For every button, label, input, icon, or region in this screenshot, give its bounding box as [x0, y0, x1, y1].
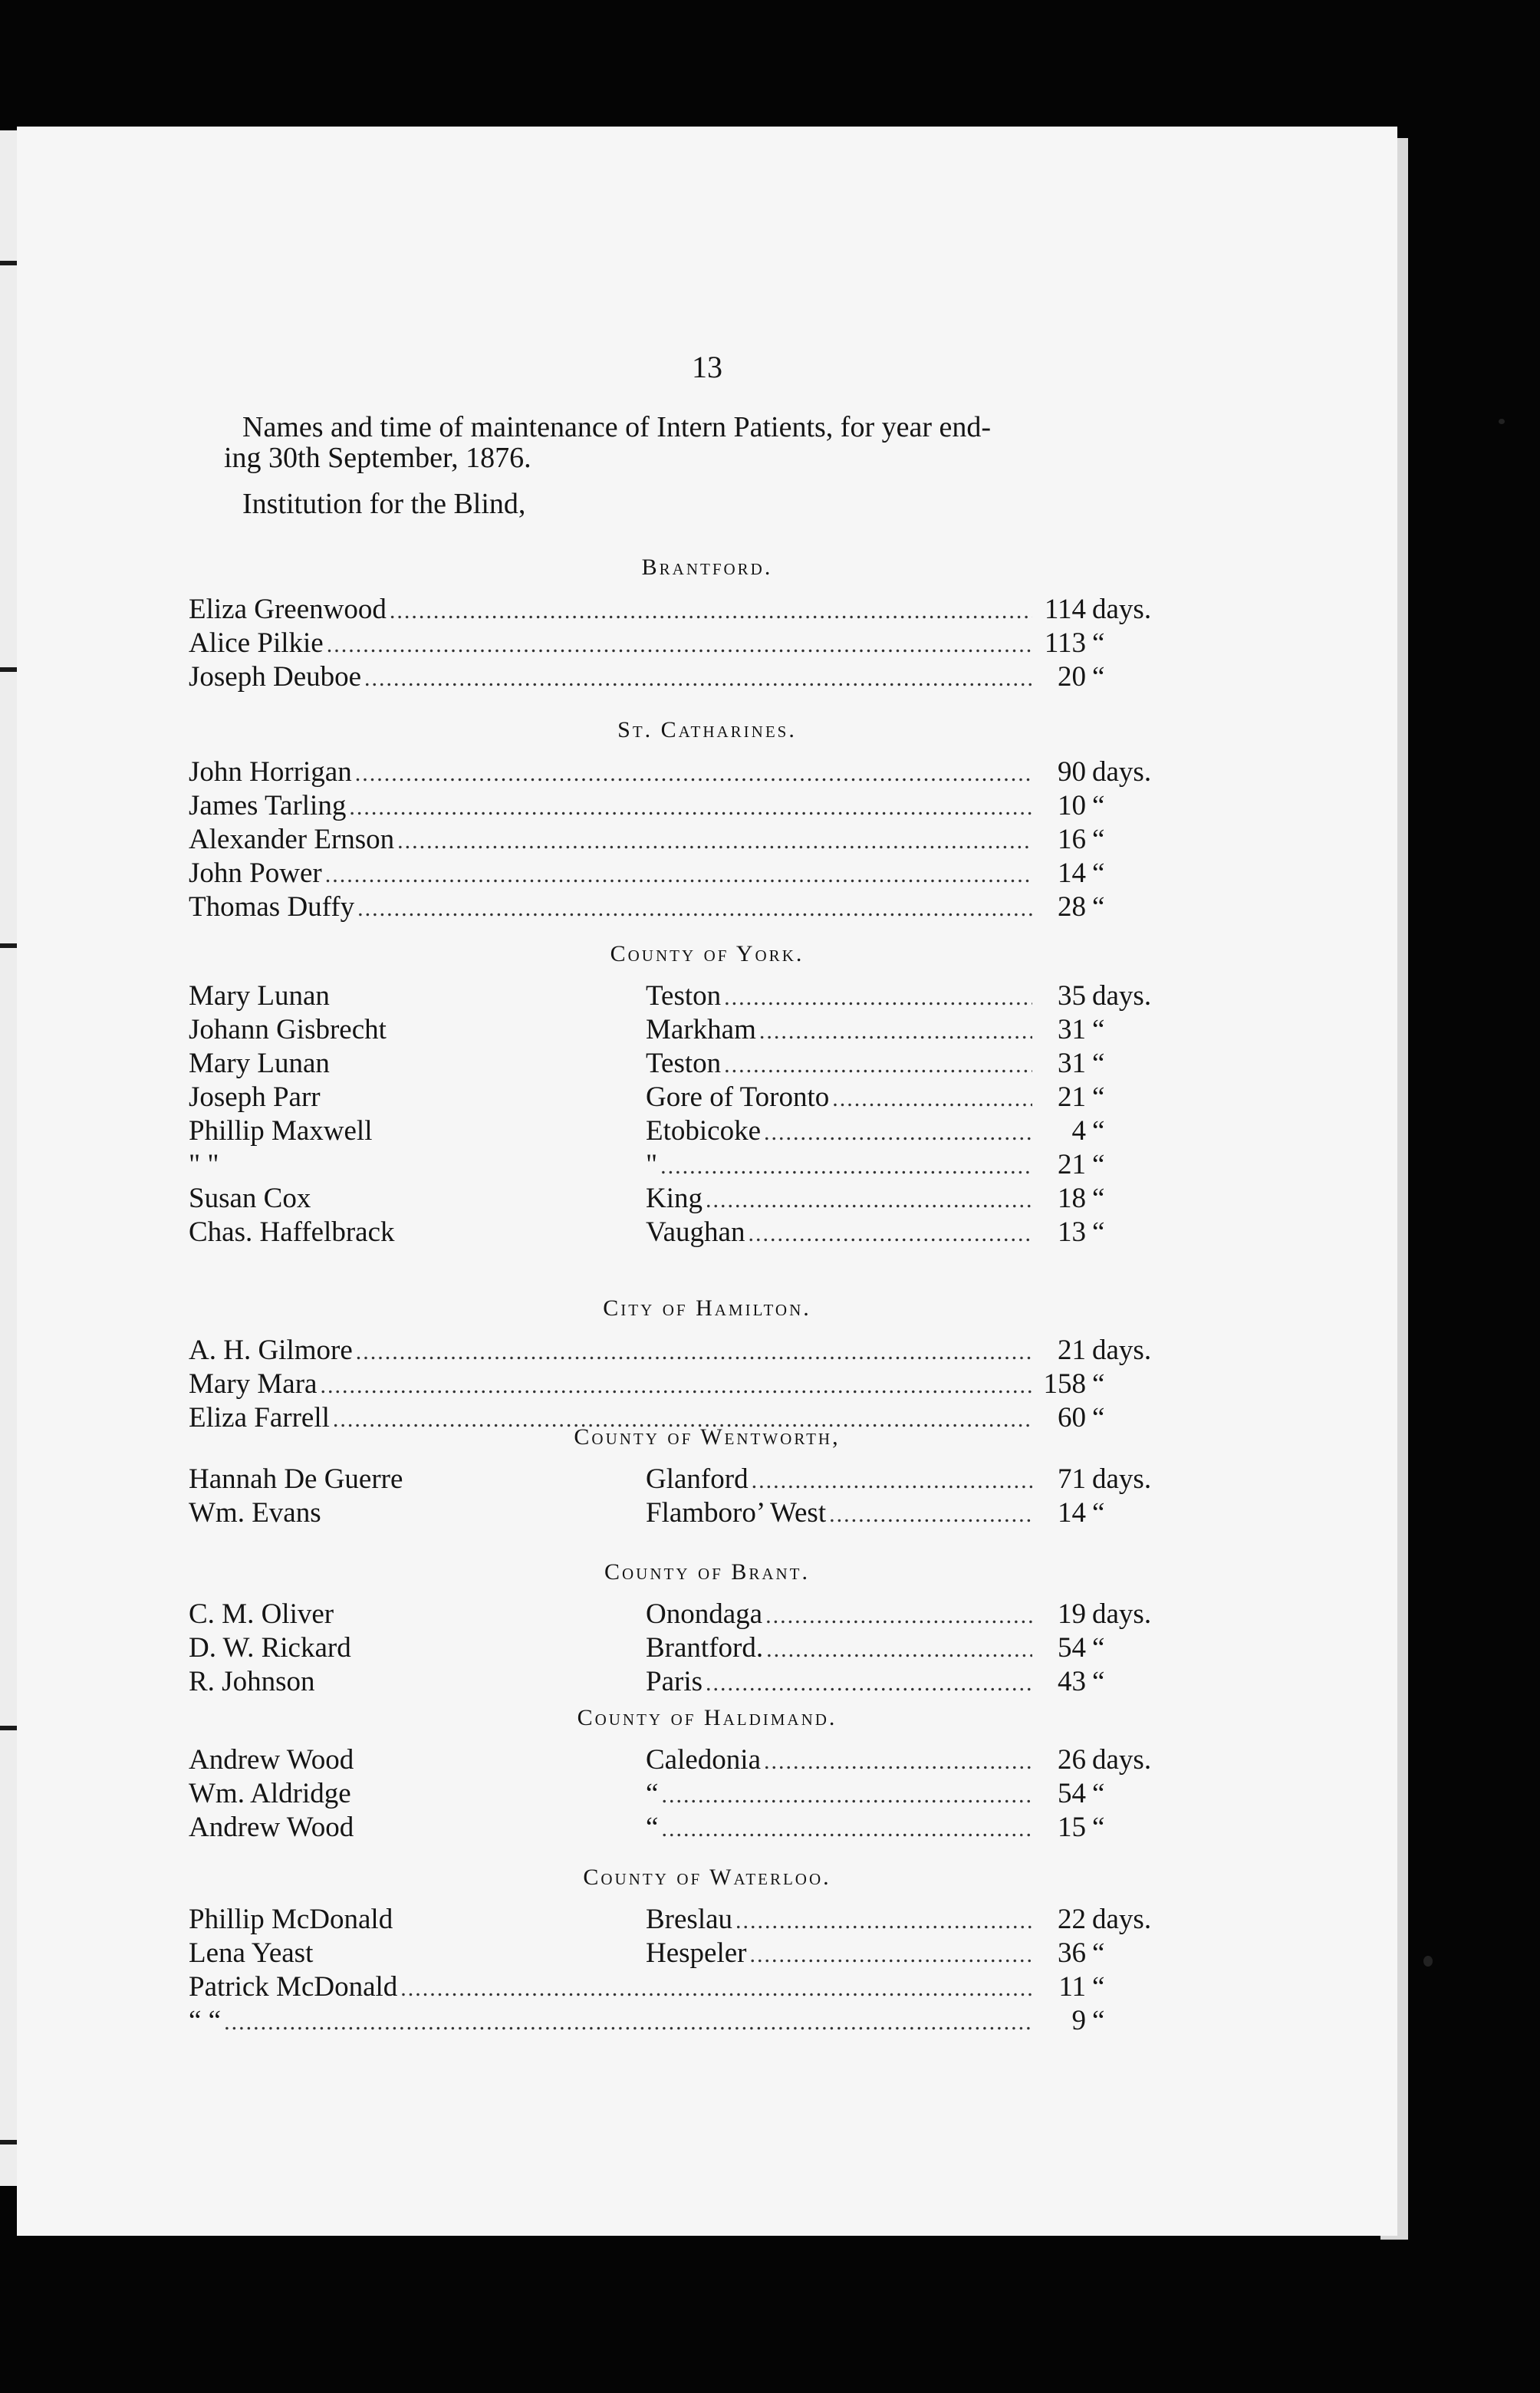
days-unit: “ — [1092, 1666, 1105, 1697]
ledger-row — [189, 789, 1163, 823]
ledger-row — [189, 857, 1163, 890]
dot-leader — [752, 1468, 1032, 1499]
patient-name: " " — [189, 1149, 219, 1180]
maintenance-days — [1032, 823, 1163, 856]
ledger-row — [189, 1081, 1163, 1114]
days-unit: “ — [1092, 1048, 1105, 1079]
days-unit: days. — [1092, 1598, 1152, 1630]
days-count: 60 — [1058, 1402, 1086, 1433]
maintenance-days — [1032, 2004, 1163, 2037]
section-title: County of Wentworth, — [574, 1424, 841, 1450]
maintenance-days — [1032, 857, 1163, 890]
ledger-row — [189, 823, 1163, 857]
ledger-row — [189, 979, 1163, 1013]
patient-name: R. Johnson — [189, 1666, 315, 1697]
dot-leader — [748, 1221, 1032, 1252]
ledger-row — [189, 1047, 1163, 1081]
maintenance-days — [1032, 1368, 1163, 1401]
dot-leader — [750, 1942, 1033, 1973]
maintenance-days — [1032, 593, 1163, 626]
days-count: 31 — [1058, 1048, 1086, 1079]
maintenance-days — [1032, 1811, 1163, 1844]
days-count: 4 — [1071, 1115, 1086, 1147]
days-unit: “ — [1092, 1149, 1105, 1180]
section-title: City of Hamilton. — [603, 1295, 811, 1321]
ledger-row — [189, 1631, 1163, 1665]
ledger-row — [189, 627, 1163, 660]
maintenance-days — [1032, 1216, 1163, 1249]
days-unit: days. — [1092, 594, 1152, 625]
maintenance-days — [1032, 627, 1163, 660]
patient-name: Chas. Haffelbrack — [189, 1216, 395, 1248]
maintenance-days — [1032, 660, 1163, 693]
days-count: 28 — [1058, 891, 1086, 923]
days-unit: “ — [1092, 1812, 1105, 1843]
page-number: 13 — [692, 350, 722, 384]
days-count: 15 — [1058, 1812, 1086, 1843]
days-unit: “ — [1092, 1778, 1105, 1809]
dot-leader — [706, 1187, 1032, 1218]
patient-township: “ — [646, 1812, 659, 1843]
days-count: 54 — [1058, 1778, 1086, 1809]
dot-leader — [764, 1120, 1032, 1150]
dot-leader — [765, 1603, 1032, 1634]
dot-leader — [390, 598, 1032, 629]
scan-speck — [1499, 419, 1505, 424]
ledger-row — [189, 1148, 1163, 1182]
days-unit: “ — [1092, 1971, 1105, 2003]
ledger-row — [189, 1811, 1163, 1845]
dot-leader — [759, 1019, 1032, 1049]
ledger-row — [189, 660, 1163, 694]
days-count: 31 — [1058, 1014, 1086, 1045]
maintenance-days — [1032, 1937, 1163, 1970]
maintenance-days — [1032, 789, 1163, 822]
dot-leader — [355, 761, 1032, 792]
dot-leader — [706, 1670, 1032, 1701]
patient-name: Joseph Parr — [189, 1081, 321, 1113]
patient-name: Wm. Aldridge — [189, 1778, 351, 1809]
days-unit: “ — [1092, 1497, 1105, 1529]
patient-name: James Tarling — [189, 790, 347, 821]
maintenance-days — [1032, 1903, 1163, 1936]
patient-township: Caledonia — [646, 1744, 762, 1776]
heading-line: ing 30th September, 1876. — [224, 442, 531, 474]
days-count: 21 — [1058, 1081, 1086, 1113]
dot-leader — [724, 985, 1032, 1015]
patient-name: Phillip Maxwell — [189, 1115, 373, 1147]
days-unit: “ — [1092, 1014, 1105, 1045]
patient-township: Breslau — [646, 1904, 733, 1935]
days-count: 35 — [1058, 980, 1086, 1012]
patient-name: John Power — [189, 857, 322, 889]
dot-leader — [661, 1782, 1032, 1813]
ledger-row — [189, 1903, 1163, 1937]
patient-name: Mary Lunan — [189, 980, 330, 1012]
patient-township: " — [646, 1149, 658, 1180]
days-unit: “ — [1092, 857, 1105, 889]
days-count: 54 — [1058, 1632, 1086, 1664]
patient-name: “ “ — [189, 2005, 222, 2036]
days-count: 71 — [1058, 1463, 1086, 1495]
ledger-row — [189, 593, 1163, 627]
scan-speck — [1423, 1956, 1433, 1967]
days-count: 21 — [1058, 1335, 1086, 1366]
ledger-row — [189, 1777, 1163, 1811]
patient-name: Susan Cox — [189, 1183, 311, 1214]
patient-township: Paris — [646, 1666, 703, 1697]
page-heading — [224, 412, 1167, 473]
heading-line: Names and time of maintenance of Intern Patients, for year end- — [242, 411, 992, 443]
patient-township: Brantford. — [646, 1632, 764, 1664]
patient-name: Johann Gisbrecht — [189, 1014, 387, 1045]
days-count: 43 — [1058, 1666, 1086, 1697]
maintenance-days — [1032, 1334, 1163, 1367]
document-page — [17, 127, 1397, 2236]
ledger-row — [189, 1182, 1163, 1216]
ledger-row — [189, 1937, 1163, 1970]
days-unit: “ — [1092, 891, 1105, 923]
dot-leader — [327, 632, 1032, 663]
section-title: County of Waterloo. — [583, 1865, 831, 1890]
days-unit: days. — [1092, 980, 1152, 1012]
patient-name: Joseph Deuboe — [189, 661, 362, 693]
ledger-row — [189, 1368, 1163, 1401]
ledger-row — [189, 1743, 1163, 1777]
days-unit: “ — [1092, 1081, 1105, 1113]
patient-name: Lena Yeast — [189, 1937, 314, 1969]
days-count: 14 — [1058, 857, 1086, 889]
days-count: 20 — [1058, 661, 1086, 693]
patient-township: Vaughan — [646, 1216, 745, 1248]
days-count: 10 — [1058, 790, 1086, 821]
days-unit: “ — [1092, 2005, 1105, 2036]
ledger-row — [189, 1216, 1163, 1249]
patient-name: Wm. Evans — [189, 1497, 321, 1529]
days-unit: “ — [1092, 661, 1105, 693]
days-count: 113 — [1044, 627, 1086, 659]
patient-name: Mary Mara — [189, 1368, 318, 1400]
maintenance-days — [1032, 1496, 1163, 1529]
patient-township: Glanford — [646, 1463, 749, 1495]
ledger-row — [189, 755, 1163, 789]
patient-township: Teston — [646, 980, 722, 1012]
days-unit: “ — [1092, 1402, 1105, 1433]
days-unit: “ — [1092, 824, 1105, 855]
days-count: 9 — [1071, 2005, 1086, 2036]
dot-leader — [320, 1373, 1032, 1404]
patient-township: Teston — [646, 1048, 722, 1079]
days-unit: days. — [1092, 1335, 1152, 1366]
days-unit: days. — [1092, 1744, 1152, 1776]
patient-township: Markham — [646, 1014, 756, 1045]
dot-leader — [325, 862, 1032, 893]
patient-name: Eliza Farrell — [189, 1402, 330, 1433]
maintenance-days — [1032, 1081, 1163, 1114]
patient-name: John Horrigan — [189, 756, 352, 788]
days-unit: “ — [1092, 1937, 1105, 1969]
section-title: County of Haldimand. — [577, 1705, 837, 1730]
patient-name: D. W. Rickard — [189, 1632, 351, 1664]
dot-leader — [660, 1154, 1032, 1184]
patient-name: Alexander Ernson — [189, 824, 395, 855]
days-unit: “ — [1092, 1216, 1105, 1248]
maintenance-days — [1032, 755, 1163, 788]
patient-township: Gore of Toronto — [646, 1081, 830, 1113]
days-count: 21 — [1058, 1149, 1086, 1180]
days-count: 16 — [1058, 824, 1086, 855]
patient-name: Mary Lunan — [189, 1048, 330, 1079]
ledger-row — [189, 890, 1163, 924]
maintenance-days — [1032, 1148, 1163, 1181]
dot-leader — [829, 1502, 1032, 1532]
days-unit: “ — [1092, 1368, 1105, 1400]
days-unit: days. — [1092, 756, 1152, 788]
ledger-row — [189, 2004, 1163, 2038]
ledger-row — [189, 1970, 1163, 2004]
ledger-row — [189, 1598, 1163, 1631]
section-title: County of Brant. — [604, 1559, 811, 1585]
ledger-row — [189, 1496, 1163, 1530]
section-title: St. Catharines. — [617, 717, 797, 742]
patient-name: Eliza Greenwood — [189, 594, 387, 625]
maintenance-days — [1032, 1970, 1163, 2003]
days-unit: “ — [1092, 1115, 1105, 1147]
maintenance-days — [1032, 1463, 1163, 1496]
days-unit: days. — [1092, 1904, 1152, 1935]
dot-leader — [735, 1908, 1032, 1939]
dot-leader — [397, 828, 1032, 859]
ledger-row — [189, 1463, 1163, 1496]
dot-leader — [349, 795, 1032, 825]
patient-name: A. H. Gilmore — [189, 1335, 353, 1366]
patient-township: King — [646, 1183, 703, 1214]
ledger-row — [189, 1334, 1163, 1368]
maintenance-days — [1032, 1182, 1163, 1215]
dot-leader — [766, 1637, 1032, 1667]
dot-leader — [400, 1976, 1032, 2006]
maintenance-days — [1032, 979, 1163, 1012]
maintenance-days — [1032, 1743, 1163, 1776]
patient-township: Hespeler — [646, 1937, 747, 1969]
patient-name: Phillip McDonald — [189, 1904, 393, 1935]
institution-label: Institution for the Blind, — [242, 488, 526, 520]
days-count: 13 — [1058, 1216, 1086, 1248]
days-unit: “ — [1092, 1183, 1105, 1214]
days-count: 14 — [1058, 1497, 1086, 1529]
days-count: 18 — [1058, 1183, 1086, 1214]
days-count: 26 — [1058, 1744, 1086, 1776]
patient-township: Etobicoke — [646, 1115, 762, 1147]
days-count: 36 — [1058, 1937, 1086, 1969]
days-unit: “ — [1092, 1632, 1105, 1664]
dot-leader — [356, 1339, 1032, 1370]
maintenance-days — [1032, 1777, 1163, 1810]
ledger-row — [189, 1114, 1163, 1148]
dot-leader — [832, 1086, 1032, 1117]
days-unit: “ — [1092, 790, 1105, 821]
section-title: Brantford. — [641, 555, 773, 580]
dot-leader — [224, 2010, 1032, 2040]
patient-name: Hannah De Guerre — [189, 1463, 403, 1495]
days-count: 19 — [1058, 1598, 1086, 1630]
ledger-row — [189, 1013, 1163, 1047]
maintenance-days — [1032, 890, 1163, 923]
dot-leader — [357, 896, 1032, 927]
maintenance-days — [1032, 1665, 1163, 1698]
maintenance-days — [1032, 1013, 1163, 1046]
dot-leader — [764, 1749, 1032, 1779]
patient-township: Onondaga — [646, 1598, 763, 1630]
days-count: 22 — [1058, 1904, 1086, 1935]
dot-leader — [724, 1052, 1032, 1083]
days-count: 114 — [1044, 594, 1086, 625]
maintenance-days — [1032, 1114, 1163, 1147]
patient-name: Thomas Duffy — [189, 891, 355, 923]
dot-leader — [364, 666, 1032, 696]
maintenance-days — [1032, 1631, 1163, 1664]
patient-name: Patrick McDonald — [189, 1971, 398, 2003]
maintenance-days — [1032, 1047, 1163, 1080]
days-count: 158 — [1043, 1368, 1086, 1400]
patient-name: Andrew Wood — [189, 1812, 354, 1843]
days-count: 11 — [1058, 1971, 1086, 2003]
patient-name: C. M. Oliver — [189, 1598, 334, 1630]
days-count: 90 — [1058, 756, 1086, 788]
section-title: County of York. — [610, 941, 805, 966]
patient-township: Flamboro’ West — [646, 1497, 827, 1529]
maintenance-days — [1032, 1598, 1163, 1631]
days-unit: “ — [1092, 627, 1105, 659]
patient-name: Andrew Wood — [189, 1744, 354, 1776]
ledger-row — [189, 1665, 1163, 1699]
dot-leader — [661, 1816, 1032, 1847]
patient-township: “ — [646, 1778, 659, 1809]
patient-name: Alice Pilkie — [189, 627, 324, 659]
days-unit: days. — [1092, 1463, 1152, 1495]
